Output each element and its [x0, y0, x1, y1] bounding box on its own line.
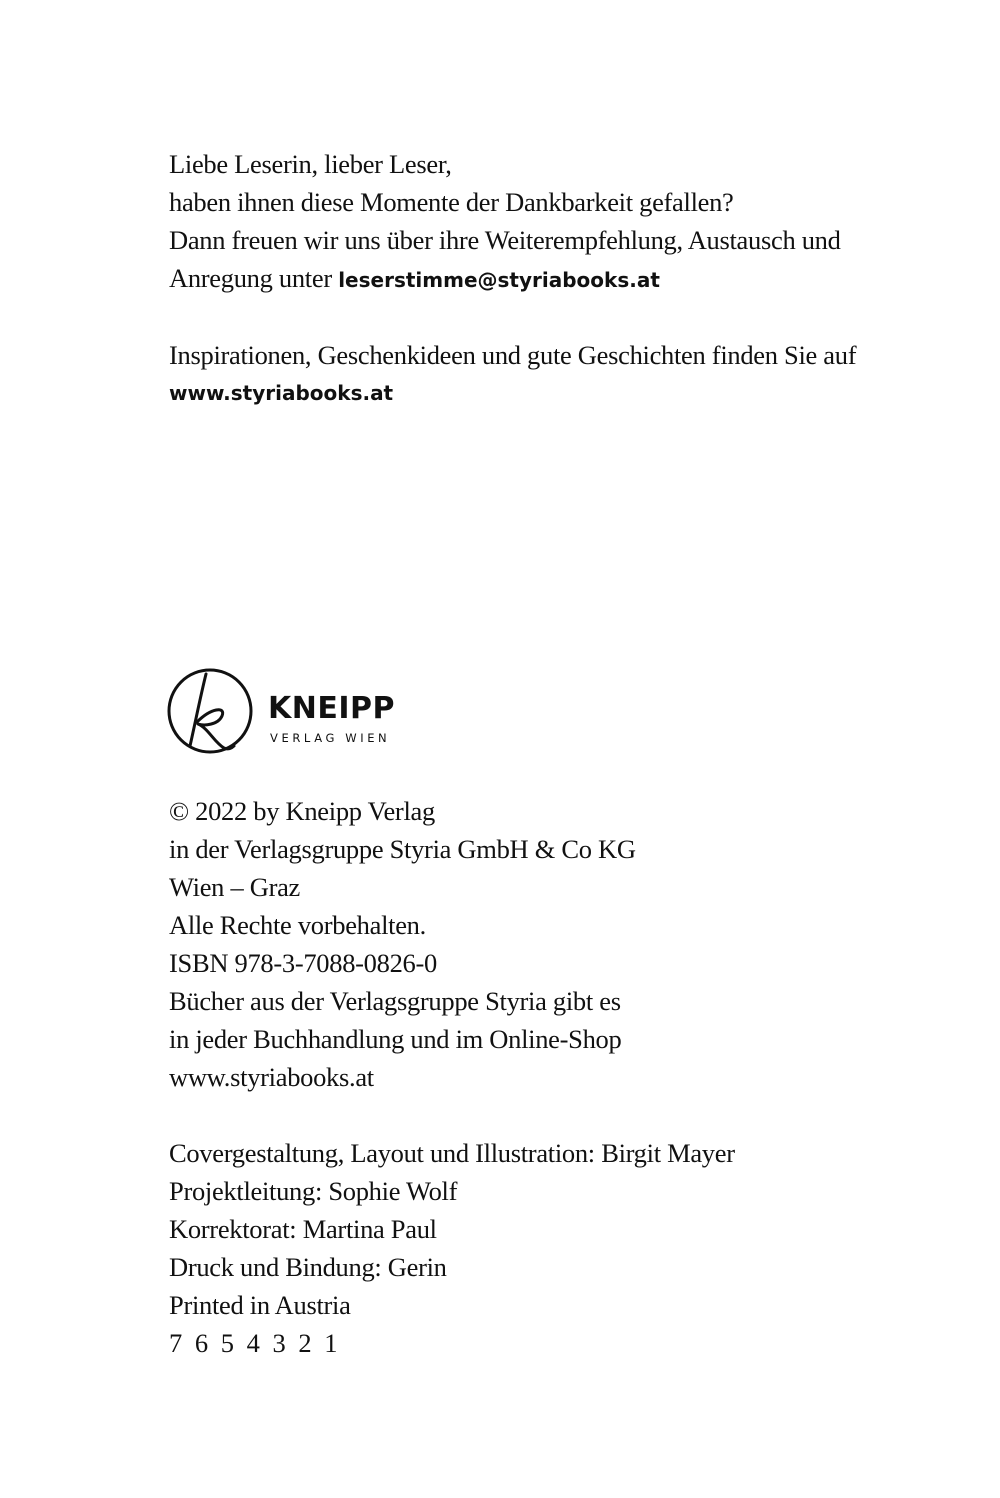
recommendation-line: Dann freuen wir uns über ihre Weiterempfehlung, Austausch und: [169, 225, 841, 255]
publisher-logo: [166, 664, 406, 760]
reader-message: [169, 145, 841, 297]
publisher-name: KNEIPP: [268, 691, 395, 726]
print-run-numbers: 7 6 5 4 3 2 1: [169, 1328, 341, 1358]
design-credit: Covergestaltung, Layout und Illustration: Birgit Mayer: [169, 1138, 735, 1168]
question-line: haben ihnen diese Momente der Dankbarkeit gefallen?: [169, 187, 734, 217]
k-circle-monogram-icon: [166, 664, 262, 760]
inspiration-section: [169, 336, 856, 412]
contact-prefix: Anregung unter: [169, 263, 339, 293]
location-line: Wien – Graz: [169, 872, 301, 902]
isbn-line: ISBN 978-3-7088-0826-0: [169, 948, 437, 978]
printed-in-line: Printed in Austria: [169, 1290, 351, 1320]
credits-section: [169, 1134, 735, 1362]
publisher-subtitle: VERLAG WIEN: [270, 731, 391, 745]
printing-credit: Druck und Bindung: Gerin: [169, 1252, 447, 1282]
shop-line: in jeder Buchhandlung und im Online-Shop: [169, 1024, 622, 1054]
availability-line: Bücher aus der Verlagsgruppe Styria gibt es: [169, 986, 621, 1016]
proofreading-credit: Korrektorat: Martina Paul: [169, 1214, 437, 1244]
website-link[interactable]: www.styriabooks.at: [169, 381, 394, 405]
imprint-section: [169, 792, 636, 1096]
inspiration-text: Inspirationen, Geschenkideen und gute Geschichten finden Sie auf: [169, 340, 857, 370]
rights-line: Alle Rechte vorbehalten.: [169, 910, 426, 940]
greeting-line: Liebe Leserin, lieber Leser,: [169, 149, 452, 179]
project-lead-credit: Projektleitung: Sophie Wolf: [169, 1176, 458, 1206]
copyright-line: © 2022 by Kneipp Verlag: [169, 796, 435, 826]
publisher-group-line: in der Verlagsgruppe Styria GmbH & Co KG: [169, 834, 636, 864]
contact-line: [169, 259, 841, 297]
imprint-website[interactable]: www.styriabooks.at: [169, 1062, 374, 1092]
feedback-email[interactable]: leserstimme@styriabooks.at: [338, 268, 660, 292]
